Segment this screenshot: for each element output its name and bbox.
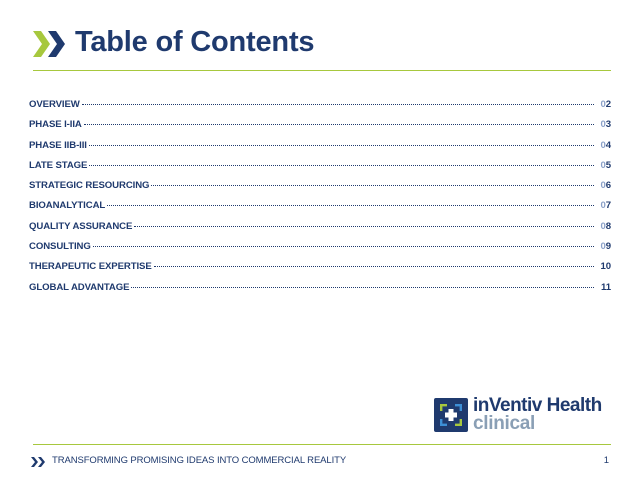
- toc-entry-page: [597, 180, 611, 191]
- toc-entry-label: PHASE I-IIA: [29, 119, 82, 131]
- dot-leader: [151, 185, 594, 186]
- page-main: 4: [605, 139, 611, 151]
- page-main: 9: [605, 241, 611, 253]
- toc-entry-page: [597, 160, 611, 171]
- dot-leader: [89, 145, 594, 146]
- toc-entry[interactable]: [29, 180, 611, 200]
- toc-entry[interactable]: [29, 160, 611, 180]
- page-number: 1: [603, 455, 609, 466]
- toc-entry-page: [597, 261, 611, 272]
- toc-entry-page: [597, 282, 611, 293]
- toc-entry-page: [597, 119, 611, 130]
- toc-entry-page: [597, 140, 611, 151]
- table-of-contents: [29, 99, 611, 302]
- title-divider: [33, 70, 611, 71]
- toc-entry[interactable]: [29, 119, 611, 139]
- page-main: 10: [600, 261, 611, 273]
- toc-entry-label: THERAPEUTIC EXPERTISE: [29, 261, 152, 273]
- dot-leader: [82, 104, 594, 105]
- toc-entry-label: QUALITY ASSURANCE: [29, 220, 133, 232]
- page-main: 7: [605, 200, 611, 212]
- toc-entry[interactable]: [29, 99, 611, 119]
- page-prefix: 0: [600, 139, 606, 151]
- dot-leader: [134, 226, 594, 227]
- dot-leader: [84, 124, 594, 125]
- company-logo: [434, 395, 614, 436]
- toc-entry-label: LATE STAGE: [29, 159, 88, 171]
- double-chevron-icon: [33, 31, 67, 57]
- page-prefix: 0: [600, 159, 606, 171]
- toc-entry-label: CONSULTING: [29, 241, 91, 253]
- page-main: 3: [605, 119, 611, 131]
- page-prefix: 0: [600, 99, 606, 110]
- page-main: 6: [605, 180, 611, 192]
- toc-entry-label: BIOANALYTICAL: [29, 200, 106, 212]
- dot-leader: [93, 246, 594, 247]
- page-main: 5: [605, 159, 611, 171]
- toc-entry[interactable]: [29, 241, 611, 261]
- logo-name: inVentiv Health: [473, 395, 602, 416]
- toc-entry[interactable]: [29, 261, 611, 281]
- toc-entry-page: [597, 200, 611, 211]
- toc-entry-page: [597, 221, 611, 232]
- toc-entry-page: [597, 241, 611, 252]
- page-main: 2: [605, 99, 611, 110]
- page-title: [75, 26, 314, 59]
- double-chevron-icon: [31, 457, 47, 467]
- toc-entry-page: [597, 99, 611, 110]
- toc-entry[interactable]: [29, 221, 611, 241]
- toc-entry-label: GLOBAL ADVANTAGE: [29, 281, 130, 293]
- toc-entry[interactable]: [29, 200, 611, 220]
- toc-entry[interactable]: [29, 140, 611, 160]
- toc-entry-label: OVERVIEW: [29, 99, 80, 110]
- page-prefix: 0: [600, 200, 606, 212]
- page-prefix: 0: [600, 220, 606, 232]
- logo-sub: clinical: [473, 413, 536, 434]
- page-title-text: Table of Contents: [75, 26, 315, 58]
- page-prefix: 0: [600, 180, 606, 192]
- logo-mark-icon: [434, 398, 468, 432]
- footer-divider: [33, 444, 611, 445]
- dot-leader: [89, 165, 594, 166]
- footer-tagline: TRANSFORMING PROMISING IDEAS INTO COMMERCIAL REALITY: [52, 455, 347, 466]
- page-main: 11: [601, 281, 611, 293]
- toc-entry-label: PHASE IIB-III: [29, 139, 87, 151]
- dot-leader: [131, 287, 594, 288]
- page-prefix: 0: [600, 241, 606, 253]
- page-main: 8: [605, 220, 611, 232]
- dot-leader: [107, 205, 594, 206]
- dot-leader: [154, 266, 594, 267]
- toc-entry[interactable]: [29, 282, 611, 302]
- page-prefix: 0: [600, 119, 606, 131]
- toc-entry-label: STRATEGIC RESOURCING: [29, 180, 150, 192]
